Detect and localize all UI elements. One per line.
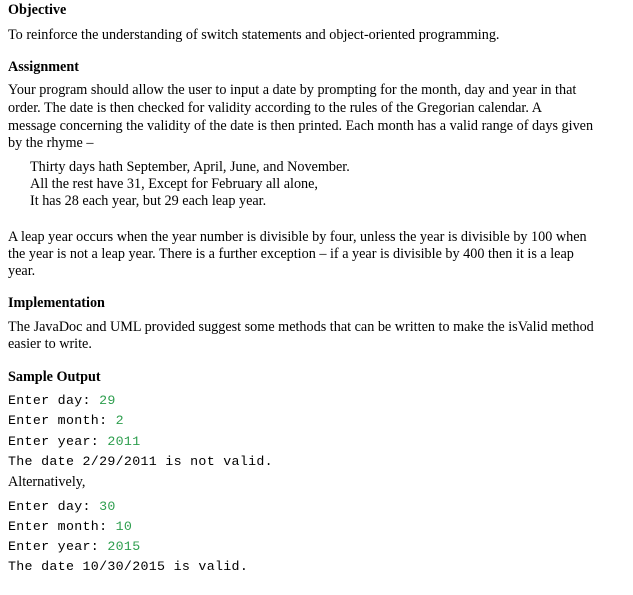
run2-month-prompt: Enter month: bbox=[8, 519, 116, 534]
run1-year-prompt: Enter year: bbox=[8, 434, 108, 449]
run2-year-prompt: Enter year: bbox=[8, 539, 108, 554]
assignment-line-2: order. The date is then checked for validity according to the rules of the Gregorian calendar. A bbox=[8, 100, 542, 116]
sample-output-heading: Sample Output bbox=[8, 369, 101, 385]
run2-year-value: 2015 bbox=[107, 539, 141, 554]
implementation-line-1: The JavaDoc and UML provided suggest some methods that can be written to make the isValid method bbox=[8, 319, 594, 335]
run2-day-line bbox=[8, 498, 621, 515]
run1-day-prompt: Enter day: bbox=[8, 393, 100, 408]
run1-result: The date 2/29/2011 is not valid. bbox=[8, 454, 273, 469]
run2-month-line bbox=[8, 518, 621, 535]
run2-day-value: 30 bbox=[99, 499, 116, 514]
run1-month-prompt: Enter month: bbox=[8, 413, 116, 428]
objective-heading: Objective bbox=[8, 2, 67, 18]
leap-line-1: A leap year occurs when the year number is divisible by four, unless the year is divisible by 100 when bbox=[8, 229, 587, 245]
assignment-heading: Assignment bbox=[8, 59, 79, 75]
implementation-heading: Implementation bbox=[8, 295, 105, 311]
run1-day-value: 29 bbox=[99, 393, 116, 408]
run1-day-line bbox=[8, 392, 621, 409]
leap-line-2: the year is not a leap year. There is a further exception – if a year is divisible by 400 then it is a leap bbox=[8, 246, 574, 262]
run1-year-line bbox=[8, 433, 621, 450]
run1-month-line bbox=[8, 412, 621, 429]
assignment-line-4: by the rhyme – bbox=[8, 135, 94, 151]
run2-year-line bbox=[8, 538, 621, 555]
leap-line-3: year. bbox=[8, 263, 36, 279]
run2-result: The date 10/30/2015 is valid. bbox=[8, 559, 249, 574]
implementation-line-2: easier to write. bbox=[8, 336, 92, 352]
rhyme-line-1: Thirty days hath September, April, June, and November. bbox=[30, 159, 350, 175]
assignment-line-1: Your program should allow the user to input a date by prompting for the month, day and year in that bbox=[8, 82, 577, 98]
assignment-line-3: message concerning the validity of the date is then printed. Each month has a valid range of days given bbox=[8, 118, 594, 134]
alternatively-text: Alternatively, bbox=[8, 474, 86, 490]
run2-month-value: 10 bbox=[115, 519, 133, 534]
objective-text: To reinforce the understanding of switch statements and object-oriented programming. bbox=[8, 27, 500, 43]
rhyme-line-3: It has 28 each year, but 29 each leap year. bbox=[30, 193, 267, 209]
rhyme-line-2: All the rest have 31, Except for February all alone, bbox=[30, 176, 318, 192]
run1-month-value: 2 bbox=[115, 413, 124, 428]
run1-year-value: 2011 bbox=[107, 434, 141, 449]
run2-day-prompt: Enter day: bbox=[8, 499, 100, 514]
